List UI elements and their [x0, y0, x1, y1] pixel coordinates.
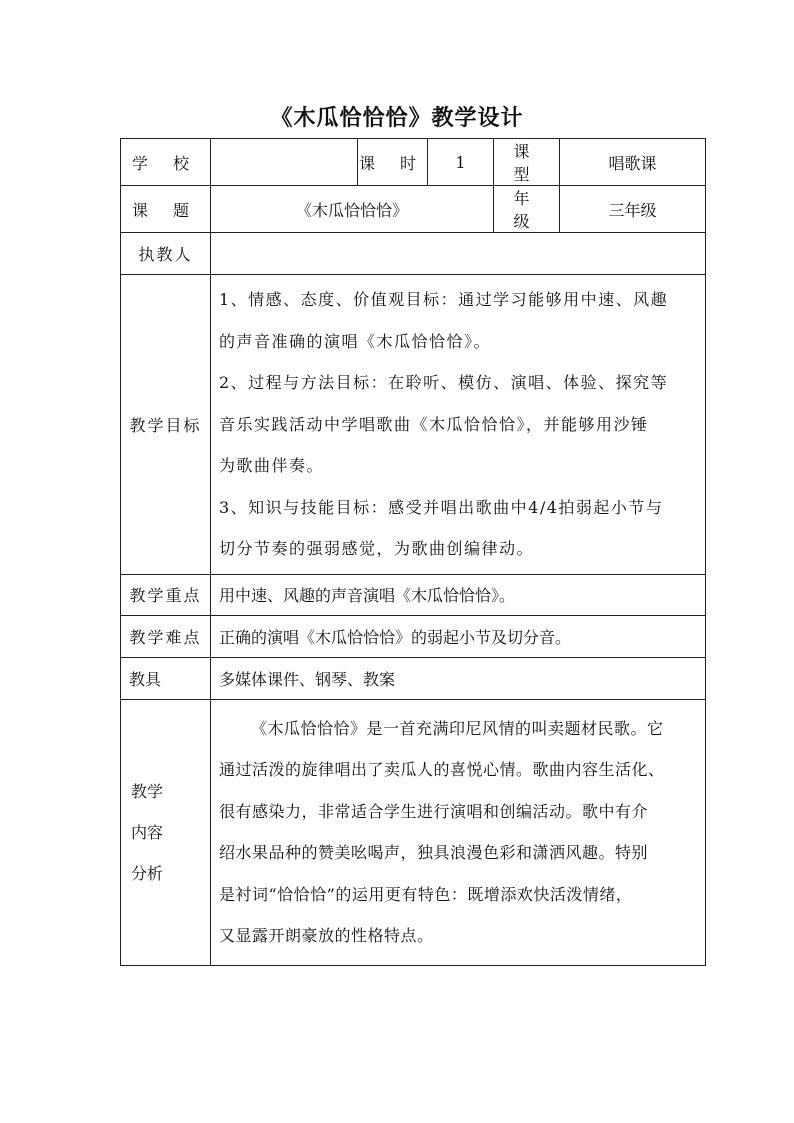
grade-value: 三年级: [560, 186, 706, 233]
teacher-value: [211, 233, 706, 275]
objectives-line: 音乐实践活动中学唱歌曲《木瓜恰恰恰》，并能够用沙锤: [219, 414, 649, 434]
type-value: 唱歌课: [560, 139, 706, 186]
teacher-row: [121, 233, 706, 275]
analysis-label-line: 分析: [131, 863, 164, 883]
difficulty-row: [121, 615, 706, 657]
objectives-line: 的声音准确的演唱《木瓜恰恰恰》。: [219, 331, 492, 351]
tools-row: [121, 657, 706, 699]
page-title: 《木瓜恰恰恰》教学设计: [270, 105, 524, 131]
objectives-row: [121, 275, 706, 575]
key-point-row: [121, 574, 706, 615]
analysis-text: [211, 699, 706, 965]
lesson-plan-table: [120, 138, 706, 966]
objectives-line: 3、知识与技能目标：感受并唱出歌曲中4/4拍弱起小节与: [219, 497, 664, 517]
topic-row: [121, 186, 706, 233]
objectives-line: 切分节奏的强弱感觉，为歌曲创编律动。: [219, 539, 535, 558]
objectives-text: [211, 275, 706, 575]
school-row: [121, 139, 706, 186]
objectives-line: 2、过程与方法目标：在聆听、模仿、演唱、体验、探究等: [219, 373, 669, 392]
key-point-value: 用中速、风趣的声音演唱《木瓜恰恰恰》。: [211, 574, 706, 615]
analysis-line: 又显露开朗豪放的性格特点。: [219, 926, 434, 945]
analysis-line: 是衬词“恰恰恰”的运用更有特色：既增添欢快活泼情绪，: [219, 884, 633, 904]
difficulty-value: 正确的演唱《木瓜恰恰恰》的弱起小节及切分音。: [211, 615, 706, 657]
topic-label: 课 题: [121, 186, 211, 233]
analysis-line-text: 《木瓜恰恰恰》是一首充满印尼风情的叫卖题材民歌。它: [251, 718, 664, 738]
analysis-line: 通过活泼的旋律唱出了卖瓜人的喜悦心情。歌曲内容生活化、: [219, 760, 665, 779]
analysis-label-line: 教学: [131, 781, 164, 801]
objectives-line: 为歌曲伴奏。: [219, 456, 325, 475]
objectives-line: 1、情感、态度、价值观目标：通过学习能够用中速、风趣: [219, 290, 669, 309]
tools-value: 多媒体课件、钢琴、教案: [211, 657, 706, 699]
school-label: 学 校: [121, 139, 211, 186]
type-label: 课 型: [494, 139, 560, 186]
period-value: 1: [428, 139, 494, 186]
objectives-label: 教学目标: [121, 275, 211, 575]
grade-label: 年 级: [494, 186, 560, 233]
analysis-row: [121, 699, 706, 965]
analysis-line: 很有感染力，非常适合学生进行演唱和创编活动。歌中有介: [219, 801, 649, 821]
school-value: [211, 139, 358, 186]
analysis-label-line: 内容: [131, 822, 164, 842]
period-label: 课 时: [358, 139, 428, 186]
analysis-line: [219, 708, 703, 750]
topic-value: 《木瓜恰恰恰》: [211, 186, 494, 233]
teacher-label: 执教人: [121, 233, 211, 275]
analysis-label: [121, 699, 211, 965]
difficulty-label: 教学难点: [121, 615, 211, 657]
tools-label: 教具: [121, 657, 211, 699]
analysis-line: 绍水果品种的赞美吆喝声，独具浪漫色彩和潇洒风趣。特别: [219, 843, 649, 862]
key-point-label: 教学重点: [121, 574, 211, 615]
